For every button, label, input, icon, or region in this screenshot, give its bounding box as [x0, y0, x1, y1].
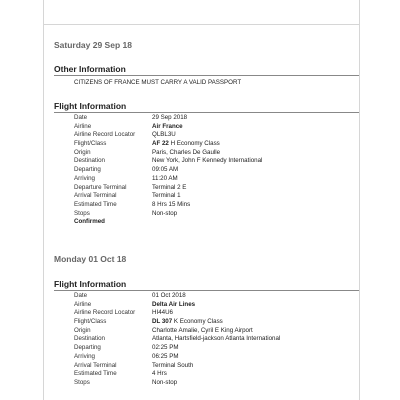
detail-row-flight-class [74, 318, 359, 327]
detail-value [152, 140, 220, 149]
detail-label: Flight/Class [74, 140, 107, 148]
detail-row-origin [74, 149, 359, 158]
flight-information-heading: Flight Information [54, 279, 359, 291]
detail-row-estimated-time [74, 370, 359, 379]
detail-value: Terminal 1 [152, 192, 181, 200]
detail-value: 4 Hrs [152, 370, 167, 378]
detail-row-arrival-terminal [74, 362, 359, 371]
flight-details-1 [74, 114, 359, 227]
detail-row-destination [74, 157, 359, 166]
detail-label: Stops [74, 378, 90, 386]
detail-label: Stops [74, 209, 90, 217]
detail-row-origin [74, 327, 359, 336]
detail-label: Estimated Time [74, 200, 117, 208]
detail-value [152, 123, 183, 132]
detail-value: 02:25 PM [152, 344, 179, 352]
airline-name: Delta Air Lines [152, 300, 196, 308]
detail-row-arriving [74, 353, 359, 362]
detail-label: Origin [74, 326, 91, 334]
divider [43, 24, 359, 25]
flight-number: AF 22 [152, 140, 169, 148]
detail-value [152, 301, 195, 310]
detail-label: Origin [74, 148, 91, 156]
detail-row-departing [74, 344, 359, 353]
detail-row-record-locator [74, 131, 359, 140]
detail-row-stops [74, 379, 359, 388]
flight-details-2 [74, 292, 359, 388]
detail-label: Destination [74, 157, 105, 165]
detail-label: Departing [74, 166, 101, 174]
detail-value: 8 Hrs 15 Mins [152, 200, 191, 208]
detail-label: Date [74, 114, 88, 121]
detail-value: Charlotte Amalie, Cyril E King Airport [152, 326, 253, 334]
detail-row-departing [74, 166, 359, 175]
detail-value: Terminal 2 E [152, 183, 187, 191]
detail-value: Paris, Charles De Gaulle [152, 148, 221, 156]
segment-date-heading: Monday 01 Oct 18 [54, 254, 127, 264]
detail-row-date [74, 114, 359, 123]
detail-row-estimated-time [74, 201, 359, 210]
detail-row-departure-terminal [74, 184, 359, 193]
detail-label: Destination [74, 335, 105, 343]
detail-label: Airline Record Locator [74, 309, 136, 317]
booking-class: H Economy Class [170, 140, 220, 148]
detail-label: Estimated Time [74, 370, 117, 378]
detail-row-arriving [74, 175, 359, 184]
detail-value: 01 Oct 2018 [152, 292, 186, 299]
detail-value: QLBL3U [152, 131, 176, 139]
passport-note: CITIZENS OF FRANCE MUST CARRY A VALID PASSPORT [74, 79, 242, 86]
segment-date-heading: Saturday 29 Sep 18 [54, 40, 132, 50]
other-information-heading: Other Information [54, 64, 359, 76]
detail-value: Non-stop [152, 378, 178, 386]
detail-value: 29 Sep 2018 [152, 114, 188, 121]
detail-label: Date [74, 292, 88, 299]
detail-row-airline [74, 123, 359, 132]
flight-information-heading: Flight Information [54, 101, 359, 113]
detail-value: HI44U6 [152, 309, 173, 317]
detail-value: Terminal South [152, 361, 194, 369]
detail-value: Non-stop [152, 209, 178, 217]
detail-label: Airline [74, 122, 92, 130]
detail-row-airline [74, 301, 359, 310]
detail-label: Arrival Terminal [74, 192, 117, 200]
airline-name: Air France [152, 122, 183, 130]
booking-status: Confirmed [74, 218, 105, 226]
detail-value [152, 318, 223, 327]
detail-value: New York, John F Kennedy International [152, 157, 263, 165]
detail-label: Airline Record Locator [74, 131, 136, 139]
detail-label: Departing [74, 344, 101, 352]
detail-label: Airline [74, 300, 92, 308]
detail-row-date [74, 292, 359, 301]
detail-value: 06:25 PM [152, 352, 179, 360]
booking-class: K Economy Class [173, 318, 223, 326]
flight-number: DL 307 [152, 318, 173, 326]
detail-row-stops [74, 210, 359, 219]
detail-row-flight-class [74, 140, 359, 149]
detail-label: Arriving [74, 174, 95, 182]
detail-label: Arriving [74, 352, 95, 360]
detail-value: 09:05 AM [152, 166, 179, 174]
detail-row-destination [74, 335, 359, 344]
detail-value: 11:20 AM [152, 174, 178, 182]
detail-value: Atlanta, Hartsfield-jackson Atlanta International [152, 335, 281, 343]
detail-row-record-locator [74, 309, 359, 318]
detail-row-arrival-terminal [74, 192, 359, 201]
detail-label: Arrival Terminal [74, 361, 117, 369]
detail-label: Flight/Class [74, 318, 107, 326]
detail-label: Departure Terminal [74, 183, 127, 191]
